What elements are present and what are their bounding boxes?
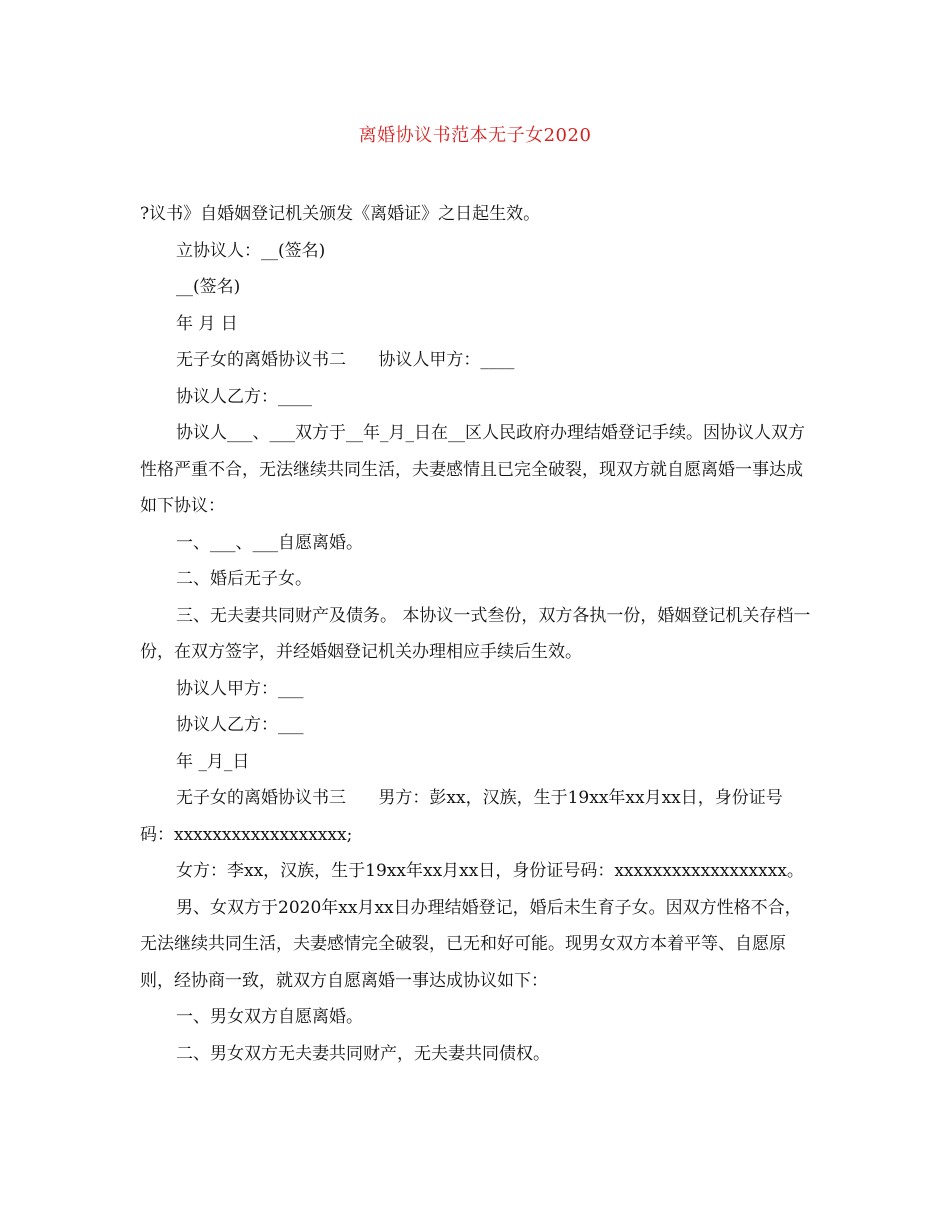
paragraph: 年 _月_日 <box>176 751 250 772</box>
document-title: 离婚协议书范本无子女2020 <box>358 125 592 146</box>
paragraph: 一、___、___自愿离婚。 <box>176 532 363 553</box>
paragraph: 立协议人：__(签名) <box>176 240 326 261</box>
paragraph: 协议人乙方：____ <box>176 386 312 407</box>
paragraph: 二、婚后无子女。 <box>176 569 312 589</box>
paragraph: 无子女的离婚协议书三 男方：彭xx，汉族，生于19xx年xx月xx日，身份证号码：xxxxxxxxxxxxxxxxxx; <box>140 788 783 845</box>
paragraph: 女方：李xx，汉族，生于19xx年xx月xx日，身份证号码：xxxxxxxxxxxxxxxxxx。 <box>176 861 804 881</box>
paragraph: 年 月 日 <box>176 313 238 334</box>
paragraph: 协议人乙方：___ <box>176 715 304 735</box>
paragraph: 协议人甲方：___ <box>176 678 304 699</box>
paragraph: 二、男女双方无夫妻共同财产，无夫妻共同债权。 <box>176 1043 550 1064</box>
paragraph: 协议人___、___双方于__年_月_日在__区人民政府办理结婚登记手续。因协议人双方性格严重不合，无法继续共同生活，夫妻感情且已完全破裂，现双方就自愿离婚一事达成如下协议： <box>140 423 805 516</box>
paragraph: 三、无夫妻共同财产及债务。 本协议一式叁份，双方各执一份，婚姻登记机关存档一份，在双方签字，并经婚姻登记机关办理相应手续后生效。 <box>140 605 811 662</box>
paragraph: 无子女的离婚协议书二 协议人甲方：____ <box>176 350 515 370</box>
document-body <box>140 196 812 1072</box>
paragraph: ?议书》自婚姻登记机关颁发《离婚证》之日起生效。 <box>140 204 541 224</box>
paragraph: 一、男女双方自愿离婚。 <box>176 1007 363 1027</box>
paragraph: __(签名) <box>176 277 241 297</box>
paragraph: 男、女双方于2020年xx月xx日办理结婚登记，婚后未生育子女。因双方性格不合，无法继续共同生活，夫妻感情完全破裂，已无和好可能。现男女双方本着平等、自愿原则，经协商一致，就双方自愿离婚一事达成协议如下： <box>140 897 802 991</box>
